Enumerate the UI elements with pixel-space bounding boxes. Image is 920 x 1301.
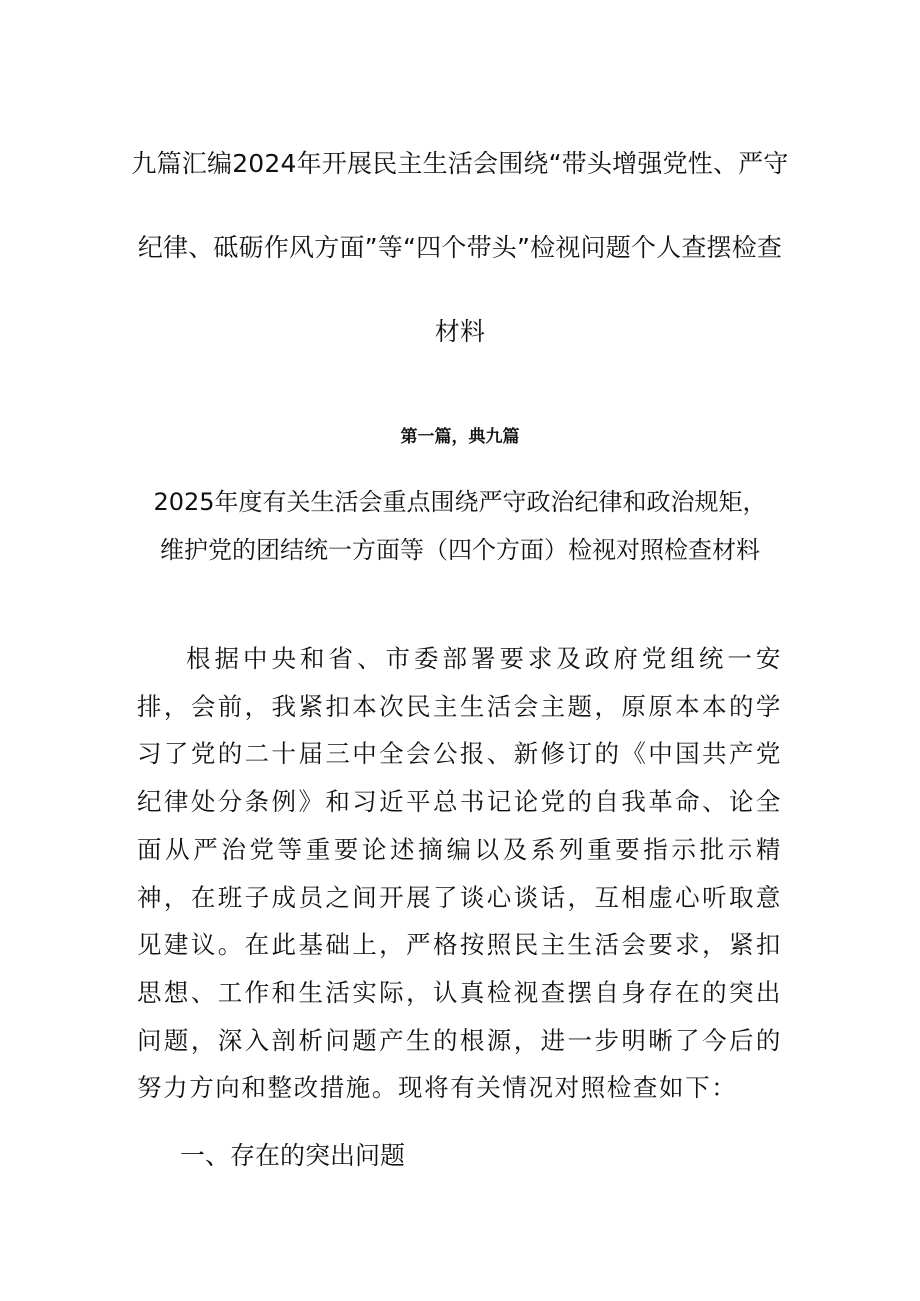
body-paragraph: 根据中央和省、市委部署要求及政府党组统一安排，会前，我紧扣本次民主生活会主题，原原本本的学习了党的二十届三中全会公报、新修订的《中国共产党纪律处分条例》和习近平总书记论党的自我革命、论全面从严治党等重要论述摘编以及系列重要指示批示精神，在班子成员之间开展了谈心谈话，互相虚心听取意见建议。在此基础上，严格按照民主生活会要求，紧扣思想、工作和生活实际，认真检视查摆自身存在的突出问题，深入剖析问题产生的根源，进一步明晰了今后的努力方向和整改措施。现将有关情况对照检查如下： [137, 644, 782, 1103]
section-label: 第一篇，典九篇 [400, 427, 520, 447]
section-heading: 一、存在的突出问题 [180, 1141, 406, 1170]
document-main-title: 九篇汇编2024年开展民主生活会围绕“带头增强党性、严守纪律、砥砺作风方面”等“四个带头”检视问题个人查摆检查材料 [131, 149, 789, 346]
section-sub-title: 2025年度有关生活会重点围绕严守政治纪律和政治规矩，维护党的团结统一方面等（四个方面）检视对照检查材料 [153, 488, 767, 564]
